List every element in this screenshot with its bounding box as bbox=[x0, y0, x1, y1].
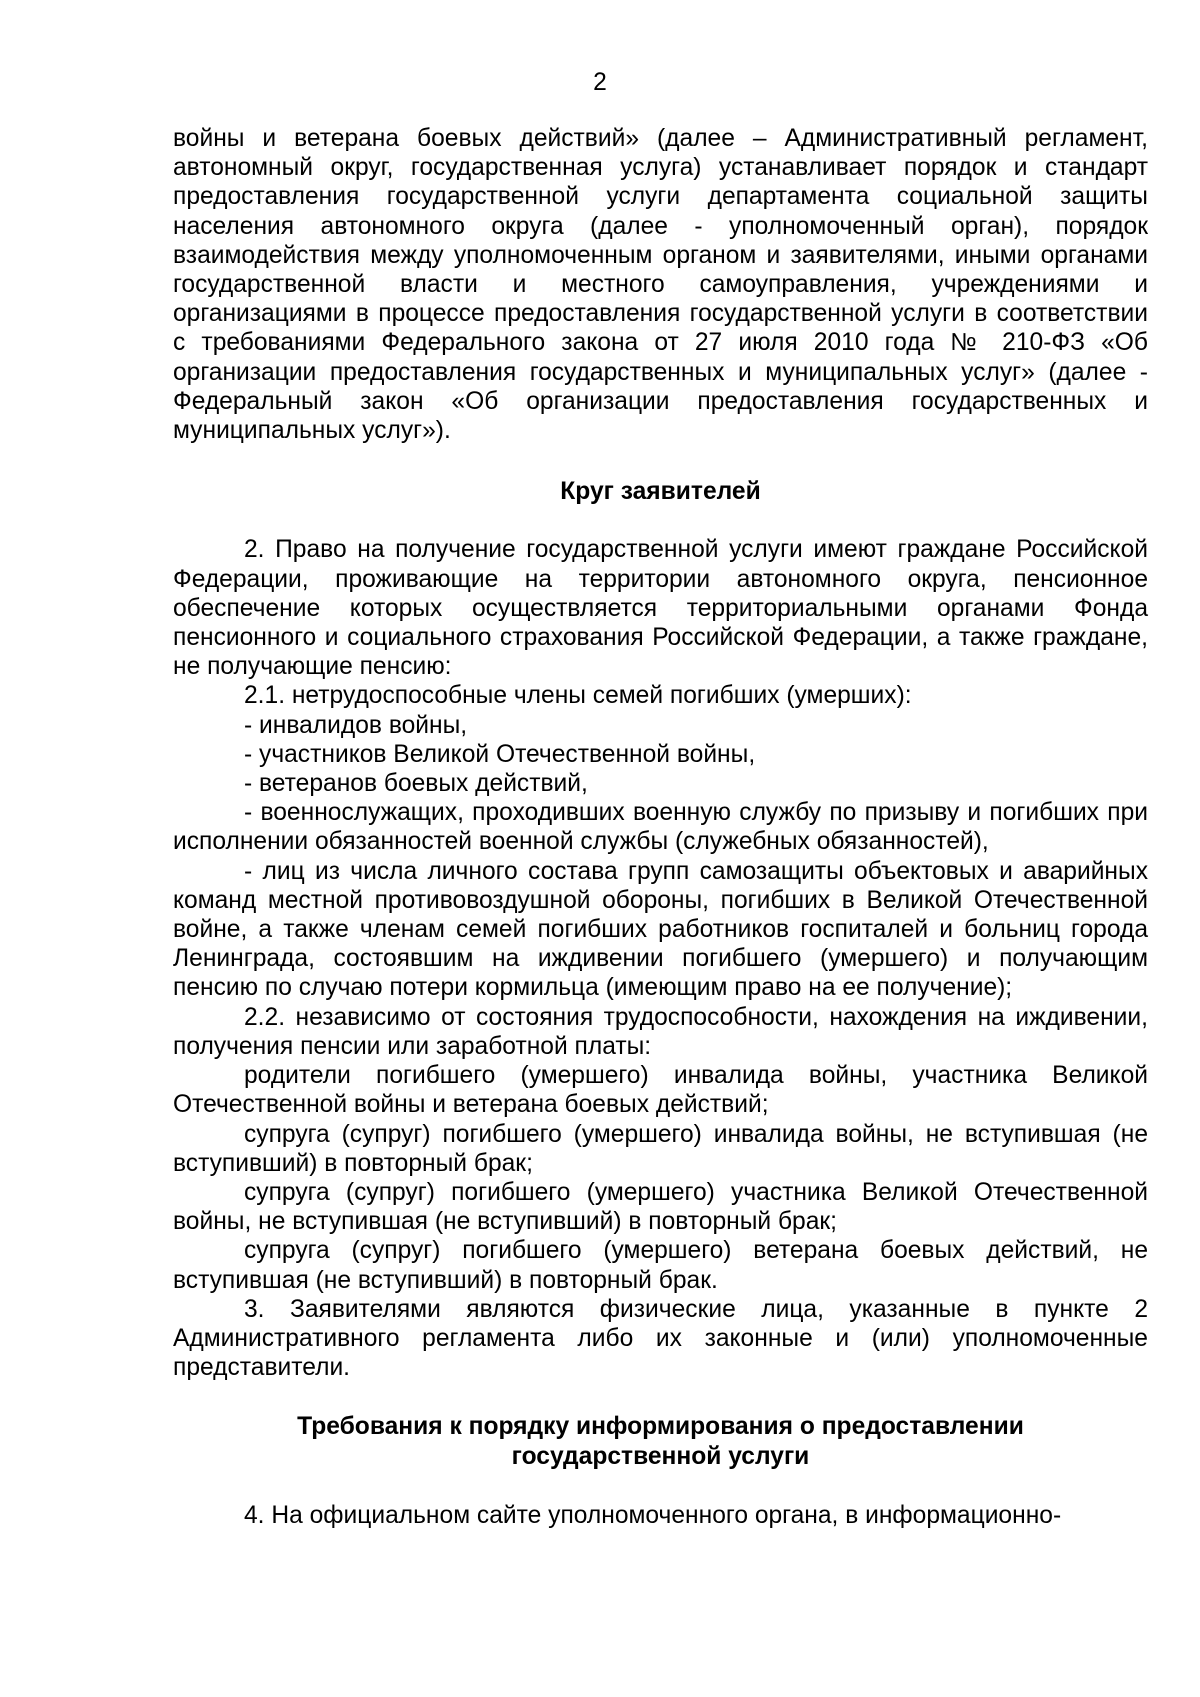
paragraph-2-2: 2.2. независимо от состояния трудоспособности, нахождения на иждивении, получения пенсии или заработной платы: bbox=[173, 1003, 1148, 1060]
list-item: - ветеранов боевых действий, bbox=[244, 770, 588, 798]
section-heading-information: Требования к порядку информирования о предоставлении государственной услуги bbox=[297, 1413, 1024, 1470]
list-item: супруга (супруг) погибшего (умершего) участника Великой Отечественной войны, не вступившая (не вступивший) в повторный брак; bbox=[173, 1178, 1148, 1236]
intro-paragraph: войны и ветерана боевых действий» (далее – Административный регламент, автономный округ, государственная услуга) устанавливает порядок и стандарт предоставления государственной услуги департамента социальной защиты населения автономного округа (далее - уполномоченный орган), порядок взаимодействия между уполномоченным органом и заявителями, иными органами государственной власти и местного самоуправления, учреждениями и организациями в процессе предоставления государственной услуги в соответствии с требованиями Федерального закона от 27 июля 2010 года № 210-ФЗ «Об организации предоставления государственных и муниципальных услуг» (далее - Федеральный закон «Об организации предоставления государственных и муниципальных услуг»). bbox=[173, 125, 1148, 445]
paragraph-3: 3. Заявителями являются физические лица, указанные в пункте 2 Административного регламента либо их законные и (или) уполномоченные представители. bbox=[173, 1295, 1148, 1382]
list-item: супруга (супруг) погибшего (умершего) инвалида войны, не вступившая (не вступивший) в повторный брак; bbox=[173, 1120, 1148, 1177]
list-item: родители погибшего (умершего) инвалида войны, участника Великой Отечественной войны и ветерана боевых действий; bbox=[173, 1062, 1148, 1119]
list-item: - военнослужащих, проходивших военную службу по призыву и погибших при исполнении обязанностей военной службы (служебных обязанностей), bbox=[173, 799, 1148, 856]
paragraph-2-1: 2.1. нетрудоспособные члены семей погибших (умерших): bbox=[244, 682, 912, 710]
list-item: - лиц из числа личного состава групп самозащиты объектовых и аварийных команд местной противовоздушной обороны, погибших в Великой Отечественной войне, а также членам семей погибших работников госпиталей и больниц города Ленинграда, состоявшим на иждивении погибшего (умершего) и получающим пенсию по случаю потери кормильца (имеющим право на ее получение); bbox=[173, 857, 1148, 1002]
paragraph-2: 2. Право на получение государственной услуги имеют граждане Российской Федерации, проживающие на территории автономного округа, пенсионное обеспечение которых осуществляется территориальными органами Фонда пенсионного и социального страхования Российской Федерации, а также граждане, не получающие пенсию: bbox=[173, 536, 1148, 681]
list-item: - инвалидов войны, bbox=[244, 711, 468, 739]
paragraph-4: 4. На официальном сайте уполномоченного органа, в информационно- bbox=[244, 1501, 1062, 1529]
section-heading-applicants: Круг заявителей bbox=[560, 478, 761, 506]
page-number: 2 bbox=[593, 69, 607, 96]
list-item: супруга (супруг) погибшего (умершего) ветерана боевых действий, не вступившая (не вступивший) в повторный брак. bbox=[173, 1237, 1148, 1294]
list-item: - участников Великой Отечественной войны, bbox=[244, 740, 756, 768]
document-body bbox=[173, 124, 1148, 1530]
